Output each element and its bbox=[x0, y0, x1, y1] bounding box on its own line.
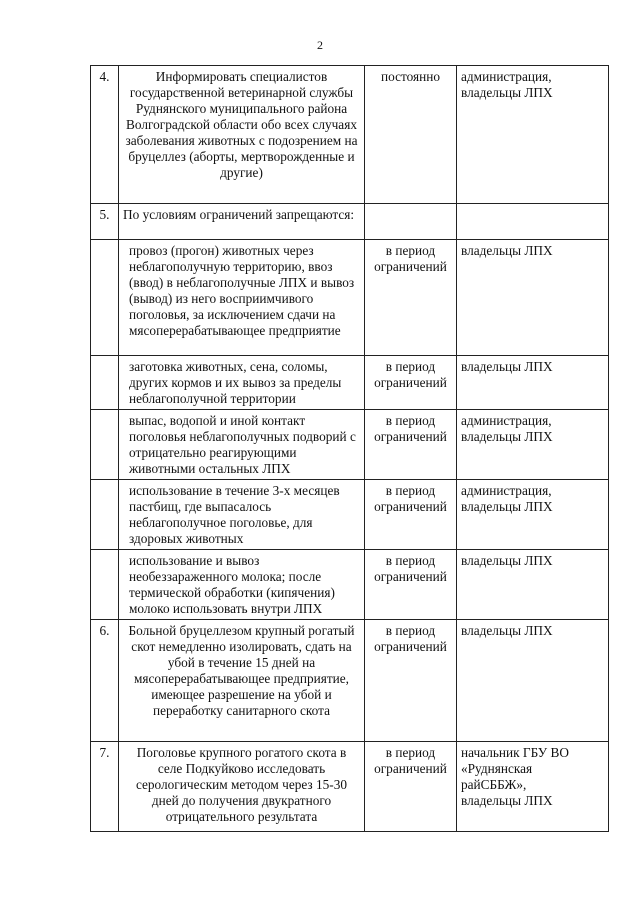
row-number bbox=[91, 240, 119, 356]
table-row bbox=[91, 356, 609, 410]
row-number bbox=[91, 410, 119, 480]
table-row bbox=[91, 480, 609, 550]
measure-text: заготовка животных, сена, соломы, других кормов и их вывоз за пределы неблагополучной территории bbox=[119, 356, 365, 410]
responsible-cell bbox=[457, 620, 609, 742]
measure-text: Поголовье крупного рогатого скота в селе Подкуйково исследовать серологическим методом через 15-30 дней до получения двукратного отрицательного результата bbox=[119, 742, 365, 832]
responsible-cell bbox=[457, 66, 609, 204]
responsible-line: владельцы ЛПХ bbox=[461, 499, 553, 514]
responsible-line: начальник ГБУ ВО bbox=[461, 745, 569, 760]
responsible-line: владельцы ЛПХ bbox=[461, 429, 553, 444]
measure-text: По условиям ограничений запрещаются: bbox=[119, 204, 365, 240]
deadline-cell: постоянно bbox=[365, 66, 457, 204]
row-number: 7. bbox=[91, 742, 119, 832]
deadline-cell: в период ограничений bbox=[365, 356, 457, 410]
responsible-line: «Руднянская bbox=[461, 761, 533, 776]
measure-text: использование и вывоз необеззараженного молока; после термической обработки (кипячения) молоко использовать внутри ЛПХ bbox=[119, 550, 365, 620]
measure-text: провоз (прогон) животных через неблагополучную территорию, ввоз (ввод) в неблагополучные ЛПХ и вывоз (вывод) из него восприимчивого поголовья, за исключением сдачи на мясоперерабатывающее предприятие bbox=[119, 240, 365, 356]
measures-table bbox=[90, 65, 609, 832]
responsible-cell bbox=[457, 480, 609, 550]
deadline-cell bbox=[365, 204, 457, 240]
table-row bbox=[91, 550, 609, 620]
responsible-line: администрация, bbox=[461, 413, 552, 428]
row-number bbox=[91, 550, 119, 620]
responsible-line: владельцы ЛПХ bbox=[461, 85, 553, 100]
responsible-line: администрация, bbox=[461, 69, 552, 84]
row-number: 5. bbox=[91, 204, 119, 240]
table-row bbox=[91, 66, 609, 204]
row-number: 6. bbox=[91, 620, 119, 742]
table-row bbox=[91, 410, 609, 480]
deadline-cell: в период ограничений bbox=[365, 480, 457, 550]
table-row bbox=[91, 742, 609, 832]
responsible-line: владельцы ЛПХ bbox=[461, 243, 553, 258]
measure-text: использование в течение 3-х месяцев пастбищ, где выпасалось неблагополучное поголовье, для здоровых животных bbox=[119, 480, 365, 550]
deadline-cell: в период ограничений bbox=[365, 240, 457, 356]
responsible-line: владельцы ЛПХ bbox=[461, 553, 553, 568]
row-number bbox=[91, 356, 119, 410]
row-number bbox=[91, 480, 119, 550]
responsible-line: владельцы ЛПХ bbox=[461, 623, 553, 638]
responsible-cell bbox=[457, 742, 609, 832]
measure-text: Информировать специалистов государственной ветеринарной службы Руднянского муниципального района Волгоградской области обо всех случаях заболевания животных с подозрением на бруцеллез (аборты, мертворожденные и другие) bbox=[119, 66, 365, 204]
deadline-cell: в период ограничений bbox=[365, 550, 457, 620]
measure-text: выпас, водопой и иной контакт поголовья неблагополучных подворий с отрицательно реагирующими животными остальных ЛПХ bbox=[119, 410, 365, 480]
table-row bbox=[91, 204, 609, 240]
responsible-line: владельцы ЛПХ bbox=[461, 793, 553, 808]
responsible-cell bbox=[457, 204, 609, 240]
responsible-line: владельцы ЛПХ bbox=[461, 359, 553, 374]
page-number: 2 bbox=[317, 38, 323, 52]
table-row bbox=[91, 620, 609, 742]
deadline-cell: в период ограничений bbox=[365, 410, 457, 480]
table-row bbox=[91, 240, 609, 356]
measure-text: Больной бруцеллезом крупный рогатый скот немедленно изолировать, сдать на убой в течение 15 дней на мясоперерабатывающее предприятие, имеющее разрешение на убой и переработку санитарного скота bbox=[119, 620, 365, 742]
responsible-cell bbox=[457, 410, 609, 480]
responsible-cell bbox=[457, 356, 609, 410]
deadline-cell: в период ограничений bbox=[365, 620, 457, 742]
responsible-line: райСББЖ», bbox=[461, 777, 527, 792]
row-number: 4. bbox=[91, 66, 119, 204]
responsible-line: администрация, bbox=[461, 483, 552, 498]
responsible-cell bbox=[457, 550, 609, 620]
responsible-cell bbox=[457, 240, 609, 356]
deadline-cell: в период ограничений bbox=[365, 742, 457, 832]
